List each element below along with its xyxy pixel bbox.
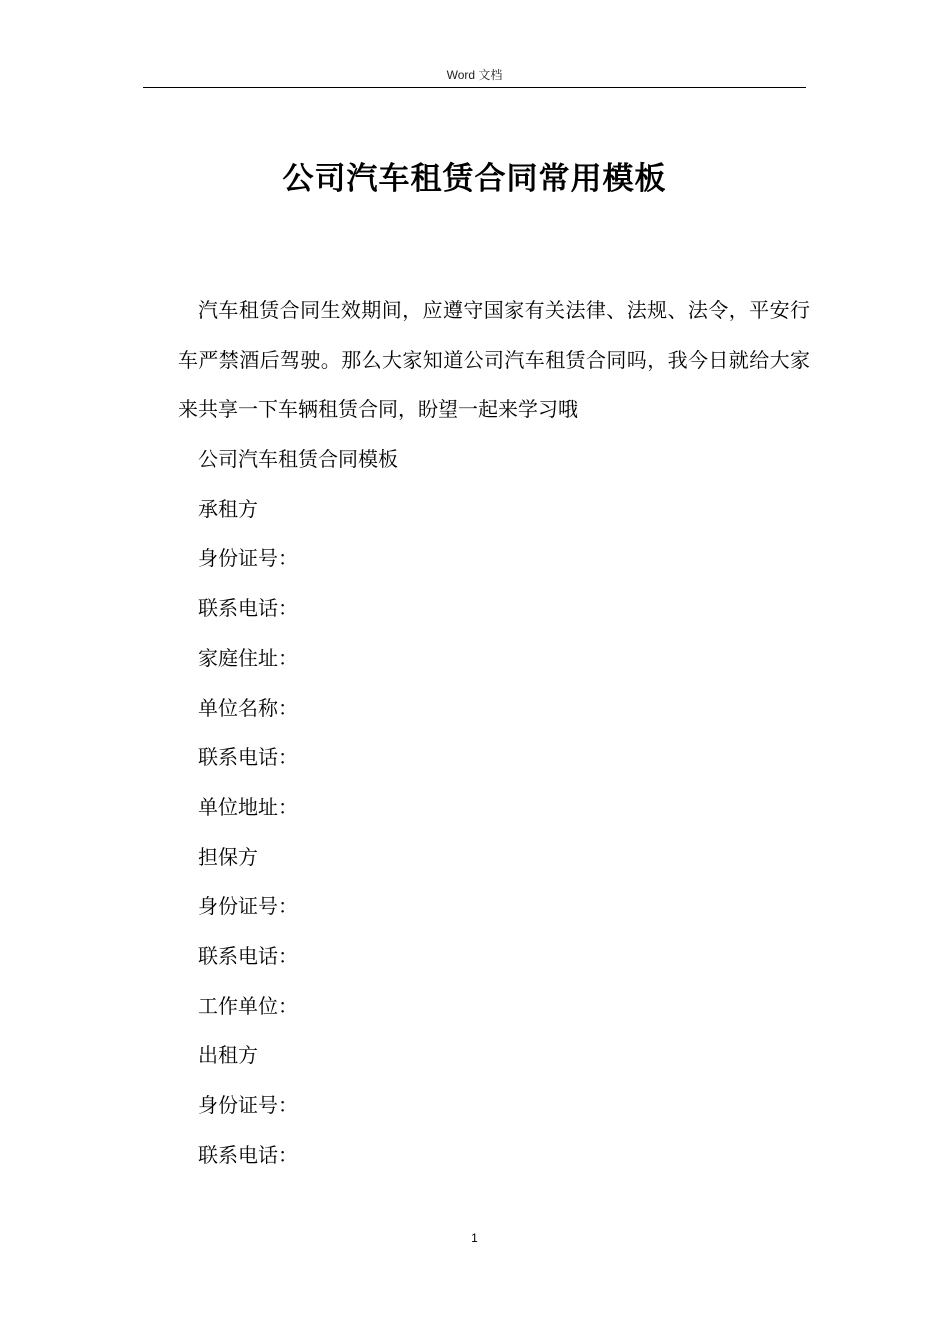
lessee-company-field: 单位名称： xyxy=(198,695,298,720)
page-header: Word 文档 xyxy=(446,68,503,82)
intro-paragraph: 汽车租赁合同生效期间，应遵守国家有关法律、法规、法令，平安行车严禁酒后驾驶。那么大家知道公司汽车租赁合同吗，我今日就给大家来共享一下车辆租赁合同，盼望一起来学习哦 xyxy=(178,298,810,422)
page-number: 1 xyxy=(471,1231,478,1245)
lessee-company-address-field: 单位地址： xyxy=(198,794,298,819)
document-title: 公司汽车租赁合同常用模板 xyxy=(282,161,667,197)
lessor-phone-field: 联系电话： xyxy=(198,1142,298,1167)
guarantor-label: 担保方 xyxy=(198,844,258,869)
guarantor-phone-field: 联系电话： xyxy=(198,944,298,969)
lessee-id-field: 身份证号： xyxy=(198,546,298,571)
lessor-id-field: 身份证号： xyxy=(198,1093,298,1118)
contract-fields-list xyxy=(198,435,398,1181)
template-heading: 公司汽车租赁合同模板 xyxy=(198,447,398,471)
lessee-address-field: 家庭住址： xyxy=(198,645,298,670)
lessor-label: 出租方 xyxy=(198,1043,258,1068)
guarantor-workplace-field: 工作单位： xyxy=(198,993,298,1018)
guarantor-id-field: 身份证号： xyxy=(198,894,298,919)
lessee-phone-field: 联系电话： xyxy=(198,596,298,621)
lessee-company-phone-field: 联系电话： xyxy=(198,745,298,770)
header-divider xyxy=(143,87,806,88)
lessee-label: 承租方 xyxy=(198,496,258,521)
